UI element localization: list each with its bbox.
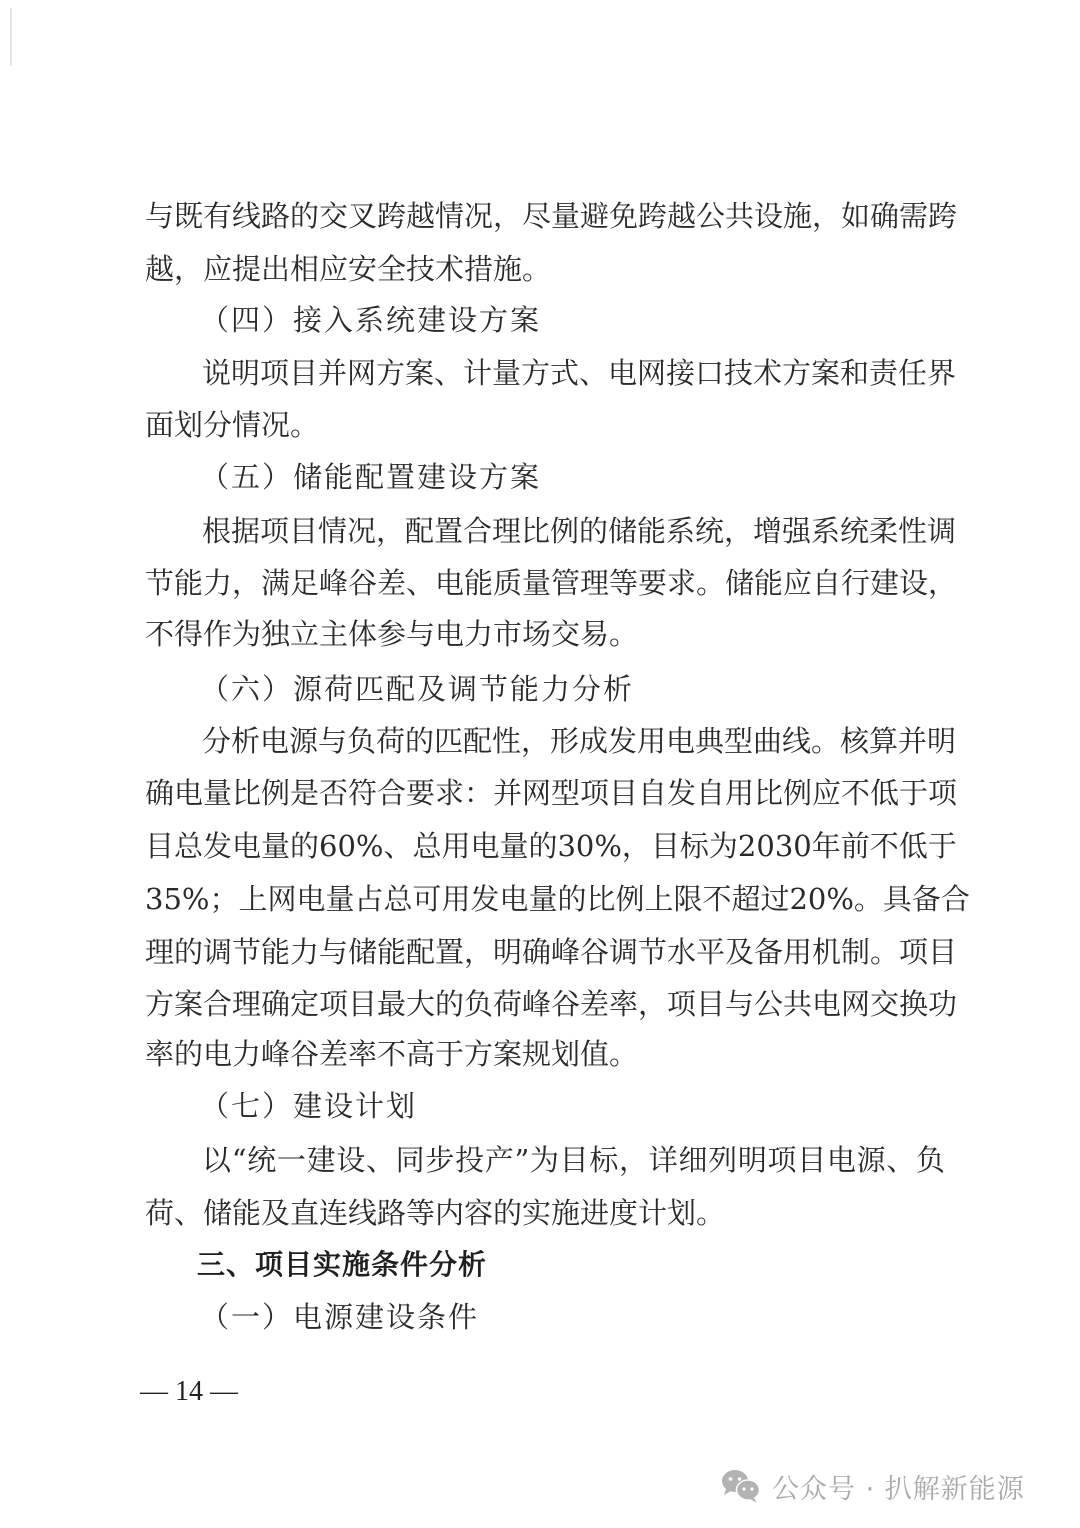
subheading-construction-plan: （七）建设计划 bbox=[200, 1089, 418, 1123]
subheading-power-source-conditions: （一）电源建设条件 bbox=[200, 1300, 480, 1334]
body-line: 不得作为独立主体参与电力市场交易。 bbox=[145, 617, 639, 651]
subheading-source-load-matching: （六）源荷匹配及调节能力分析 bbox=[200, 672, 635, 706]
page-number: — 14 — bbox=[140, 1376, 238, 1407]
body-line: 以“统一建设、同步投产”为目标，详细列明项目电源、负 bbox=[202, 1143, 945, 1177]
body-line: 面划分情况。 bbox=[145, 408, 320, 442]
body-line: 率的电力峰谷差率不高于方案规划值。 bbox=[145, 1037, 639, 1071]
body-line: 分析电源与负荷的匹配性，形成发用电典型曲线。核算并明 bbox=[202, 724, 957, 758]
section-heading-implementation-conditions: 三、项目实施条件分析 bbox=[197, 1248, 488, 1281]
body-line: 越，应提出相应安全技术措施。 bbox=[145, 252, 552, 286]
page-edge-shadow bbox=[10, 8, 12, 66]
body-line: 荷、储能及直连线路等内容的实施进度计划。 bbox=[145, 1196, 726, 1230]
body-line: 节能力，满足峰谷差、电能质量管理等要求。储能应自行建设， bbox=[145, 566, 958, 600]
wechat-icon bbox=[720, 1468, 762, 1504]
subheading-access-system: （四）接入系统建设方案 bbox=[200, 303, 542, 337]
body-line: 与既有线路的交叉跨越情况，尽量避免跨越公共设施，如确需跨 bbox=[145, 199, 958, 233]
body-line: 35%；上网电量占总可用发电量的比例上限不超过20%。具备合 bbox=[145, 882, 970, 916]
subheading-storage-config: （五）储能配置建设方案 bbox=[200, 460, 542, 494]
body-line: 说明项目并网方案、计量方式、电网接口技术方案和责任界 bbox=[202, 356, 957, 390]
body-line: 方案合理确定项目最大的负荷峰谷差率，项目与公共电网交换功 bbox=[145, 987, 958, 1021]
body-line: 目总发电量的60%、总用电量的30%，目标为2030年前不低于 bbox=[145, 829, 957, 863]
body-line: 根据项目情况，配置合理比例的储能系统，增强系统柔性调 bbox=[202, 514, 957, 548]
body-line: 理的调节能力与储能配置，明确峰谷调节水平及备用机制。项目 bbox=[145, 935, 958, 969]
body-line: 确电量比例是否符合要求：并网型项目自发自用比例应不低于项 bbox=[145, 776, 958, 810]
watermark bbox=[720, 1466, 1025, 1506]
watermark-text: 公众号 · 扒解新能源 bbox=[772, 1473, 1025, 1505]
